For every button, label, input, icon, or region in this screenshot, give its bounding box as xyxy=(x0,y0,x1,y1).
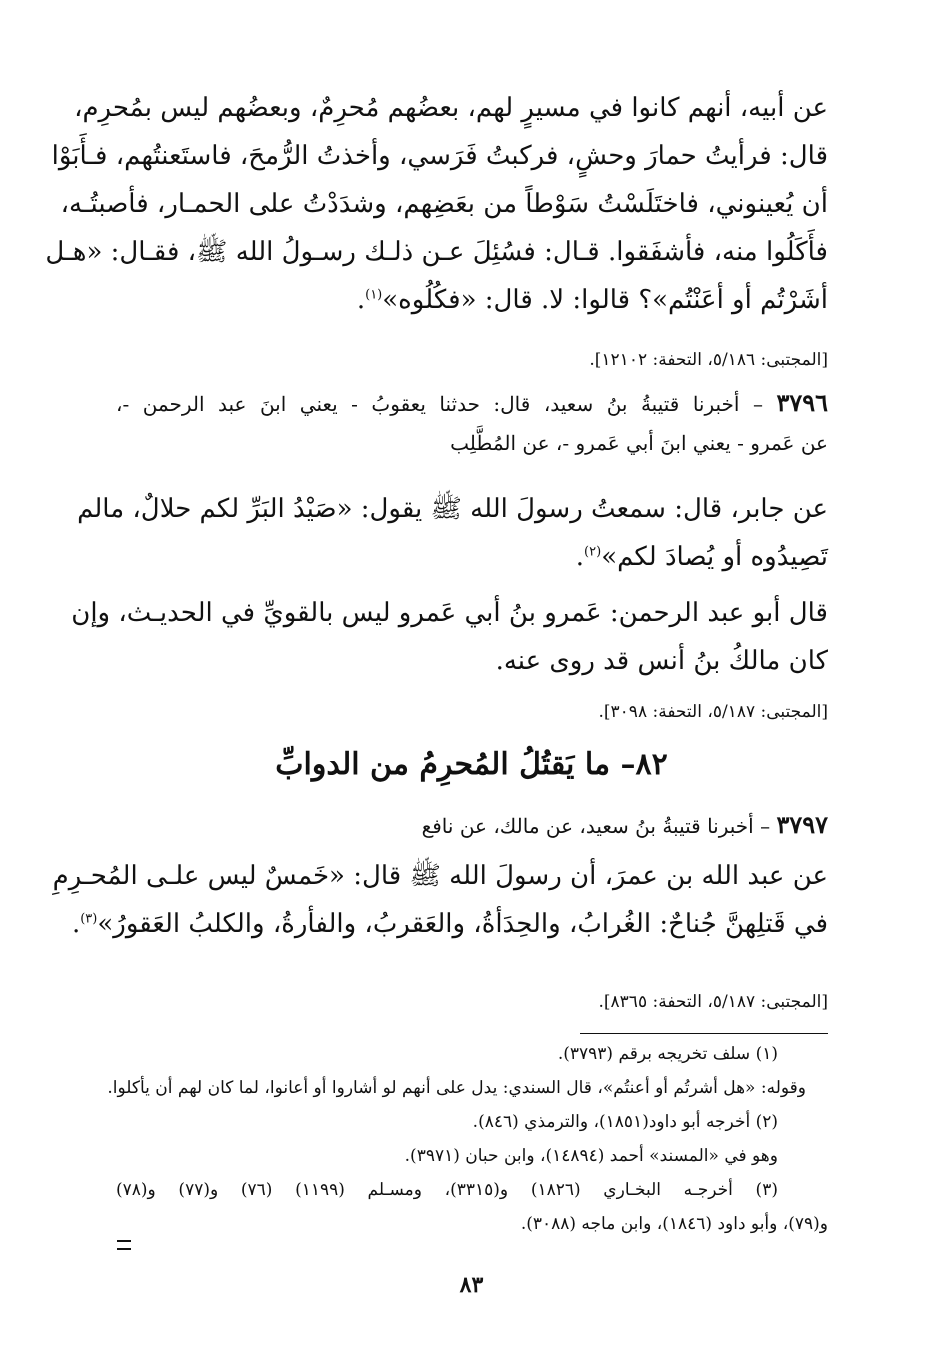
isnad-line xyxy=(116,383,828,423)
text-line xyxy=(116,533,828,581)
footnote-separator xyxy=(580,1033,828,1034)
text-line: عن أبيه، أنهم كانوا في مسيرٍ لهم، بعضُهم مُحرِمٌ، وبعضُهم ليس بمُحرِم، xyxy=(74,93,828,123)
isnad-line: عن عَمرو - يعني ابنَ أبي عَمرو -، عن المُطَّلِب xyxy=(450,431,828,455)
text-line: قال: فرأيتُ حمارَ وحشٍ، فركبتُ فَرَسي، وأخذتُ الرُّمحَ، فاستَعنتُهم، فـأَبَوْا xyxy=(51,141,828,171)
footnote-line: (١) سلف تخريجه برقم (٣٧٩٣). xyxy=(557,1044,778,1064)
continuation-mark xyxy=(117,1240,131,1250)
reference-line: [المجتبى: ٥/١٨٧، التحفة: ٨٣٦٥]. xyxy=(598,992,828,1012)
text-line-end: . xyxy=(356,285,366,315)
footnote-marker: (٢) xyxy=(584,544,602,560)
text-line: كان مالكُ بنُ أنس قد روى عنه. xyxy=(495,646,828,676)
page-number: ٨٣ xyxy=(459,1272,484,1298)
hadith-3795-text xyxy=(45,84,828,324)
hadith-3796-comment xyxy=(71,589,828,685)
footnote-line: و(٧٩)، وأبو داود (١٨٤٦)، وابن ماجه (٣٠٨٨). xyxy=(520,1214,828,1234)
text-line-body: تَصِيدُوه أو يُصادَ لكم» xyxy=(601,542,828,572)
reference-line: [المجتبى: ٥/١٨٦، التحفة: ١٢١٠٢]. xyxy=(589,350,828,370)
footnote-line: وقوله: «هل أشرتُم أو أعنتُم»، قال السندي: يدل على أنهم لو أشاروا أو أعانوا، لما كان لهم أن يأكلوا. xyxy=(107,1078,806,1098)
footnotes xyxy=(107,1037,828,1241)
text-line: عن جابر، قال: سمعتُ رسولَ الله ﷺ يقول: «صَيْدُ البَرِّ لكم حلالٌ، مالم xyxy=(77,494,828,524)
hadith-3797-isnad xyxy=(116,805,828,845)
hadith-3796-isnad xyxy=(116,383,828,463)
footnote-marker: (٣) xyxy=(80,911,98,927)
hadith-3796-matn xyxy=(77,485,828,581)
isnad-text: – أخبرنا قتيبةُ بنُ سعيد، قال: حدثنا يعقوبُ - يعني ابنَ عبد الرحمن -، xyxy=(116,392,763,416)
text-line: فأَكَلُوا منه، فأشفَقوا. قـال: فسُئِلَ عـن ذلـك رسـولُ الله ﷺ، فقـال: «هـل xyxy=(45,237,828,267)
hadith-number: ٣٧٩٧ xyxy=(776,810,828,839)
footnote-line: (٢) أخرجه أبو داود(١٨٥١)، والترمذي (٨٤٦). xyxy=(472,1112,778,1132)
isnad-text: – أخبرنا قتيبةُ بنُ سعيد، عن مالك، عن نافع xyxy=(421,814,771,838)
chapter-heading: ٨٢– ما يَقتُلُ المُحرِمُ من الدوابِّ xyxy=(275,747,668,782)
text-line: عن عبد الله بن عمرَ، أن رسولَ الله ﷺ قال: «خَمسٌ ليس علـى المُحـرِمِ xyxy=(52,861,828,891)
hadith-number: ٣٧٩٦ xyxy=(776,388,828,417)
footnote-line: وهو في «المسند» أحمد (١٤٨٩٤)، وابن حبان (٣٩٧١). xyxy=(404,1146,778,1166)
hadith-3797-matn xyxy=(52,852,828,948)
isnad-line xyxy=(116,805,828,845)
text-line xyxy=(116,276,828,324)
text-line-body: في قَتلِهنَّ جُناحٌ: الغُرابُ، والحِدَأةُ، والعَقربُ، والفأرةُ، والكلبُ العَقورُ» xyxy=(97,909,828,939)
footnote-marker: (١) xyxy=(365,287,383,303)
reference-line: [المجتبى: ٥/١٨٧، التحفة: ٣٠٩٨]. xyxy=(598,702,828,722)
text-line-body: أشَرْتُم أو أعَنْتُم»؟ قالوا: لا. قال: «فكُلُوه» xyxy=(382,285,828,315)
text-line: قال أبو عبد الرحمن: عَمرو بنُ أبي عَمرو ليس بالقويِّ في الحديـث، وإن xyxy=(71,598,828,628)
footnote-line: (٣) أخرجـه البخـاري (١٨٢٦) و(٣٣١٥)، ومسـلم (١١٩٩) (٧٦) و(٧٧) و(٧٨) xyxy=(116,1180,778,1200)
text-line: أن يُعينوني، فاختَلَسْتُ سَوْطاً من بعَضِهم، وشدَدْتُ على الحمـار، فأصبتُـه، xyxy=(60,189,828,219)
text-line-end: . xyxy=(71,909,81,939)
text-line xyxy=(71,900,828,948)
text-line-end: . xyxy=(575,542,585,572)
